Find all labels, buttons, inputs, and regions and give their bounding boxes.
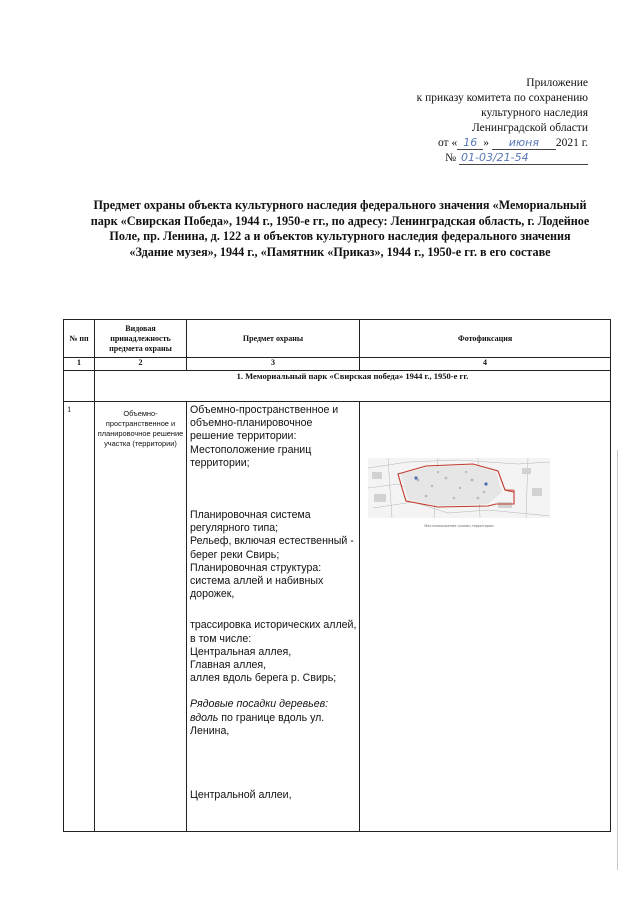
subject-line: Объемно-пространственное и объемно-планировочное решение территории:: [190, 404, 339, 443]
annex-committee-line: культурного наследия: [481, 107, 588, 119]
map-marker: [414, 476, 417, 479]
date-day-handwritten: 16: [457, 137, 483, 150]
order-number-handwritten: 01-03/21-54: [459, 152, 588, 165]
map-marker: [484, 482, 487, 485]
date-mid: »: [483, 137, 489, 149]
subject-italic-word: вдоль: [190, 711, 219, 724]
header-number: № пп: [64, 320, 95, 358]
annex-title: Приложение: [526, 77, 588, 89]
annex-block: [328, 76, 588, 166]
header-photo: Фотофиксация: [360, 320, 611, 358]
row-type: Объемно-пространственное и планировочное решение участка (территории): [95, 402, 187, 832]
subject-line: Рельеф, включая естественный - берег реки Свирь;: [190, 535, 354, 561]
date-year: 2021 г.: [555, 137, 588, 149]
column-number-4: 4: [360, 358, 611, 371]
date-prefix: от «: [437, 137, 458, 149]
subject-line-rest: по границе вдоль ул. Ленина,: [190, 711, 325, 737]
column-number-2: 2: [95, 358, 187, 371]
header-subject: Предмет охраны: [187, 320, 360, 358]
subject-line: Планировочная структура: система аллей и набивных дорожек,: [190, 561, 324, 601]
section-row: [64, 371, 611, 402]
subject-line: Главная аллея,: [190, 659, 267, 672]
row-number: 1: [64, 402, 95, 832]
subject-line-mixed: [190, 712, 357, 738]
header-type: Видовая принадлежность предмета охраны: [95, 320, 187, 358]
annex-order-line: к приказу комитета по сохранению: [416, 92, 588, 104]
column-number-1: 1: [64, 358, 95, 371]
territory-map-image: [368, 458, 550, 518]
section-empty-cell: [64, 371, 95, 402]
subject-line: Местоположение границ территории;: [190, 443, 312, 469]
annex-number-line: [328, 151, 588, 166]
number-prefix: №: [445, 152, 457, 164]
date-month-handwritten: июня: [492, 137, 556, 150]
annex-date-line: [328, 136, 588, 151]
map-caption: Местоположение границ территории: [424, 524, 494, 528]
row-subject: [187, 402, 360, 832]
subject-line: Центральная аллея,: [190, 645, 292, 658]
section-title: 1. Мемориальный парк «Свирская победа» 1944 г., 1950-е гг.: [95, 371, 611, 402]
column-number-3: 3: [187, 358, 360, 371]
document-title: Предмет охраны объекта культурного наследия федерального значения «Мемориальный парк «Свирская Победа», 1944 г., 1950-е гг., по адресу: Ленинградская область, г. Лодейное Поле, пр. Ленина, д. 122 а и объектов культурного наследия федерального значения «Здание музея», 1944 г., «Памятник «Приказ», 1944 г., 1950-е гг. в его составе: [90, 198, 590, 259]
column-number-row: [64, 358, 611, 371]
table-header-row: [64, 320, 611, 358]
subject-line-italic: Рядовые посадки деревьев:: [190, 698, 329, 711]
page-edge-line: [617, 450, 618, 870]
subject-line: трассировка исторических аллей, в том числе:: [190, 619, 357, 645]
subject-line: аллея вдоль берега р. Свирь;: [190, 672, 337, 685]
subject-line: Центральной аллеи,: [190, 789, 292, 802]
territory-map: [368, 458, 550, 528]
protection-subject-table: [63, 319, 611, 832]
table-row: [64, 402, 611, 832]
subject-line: Планировочная система регулярного типа;: [190, 509, 311, 535]
row-photo: [360, 402, 611, 832]
annex-region-line: Ленинградской области: [471, 122, 588, 134]
